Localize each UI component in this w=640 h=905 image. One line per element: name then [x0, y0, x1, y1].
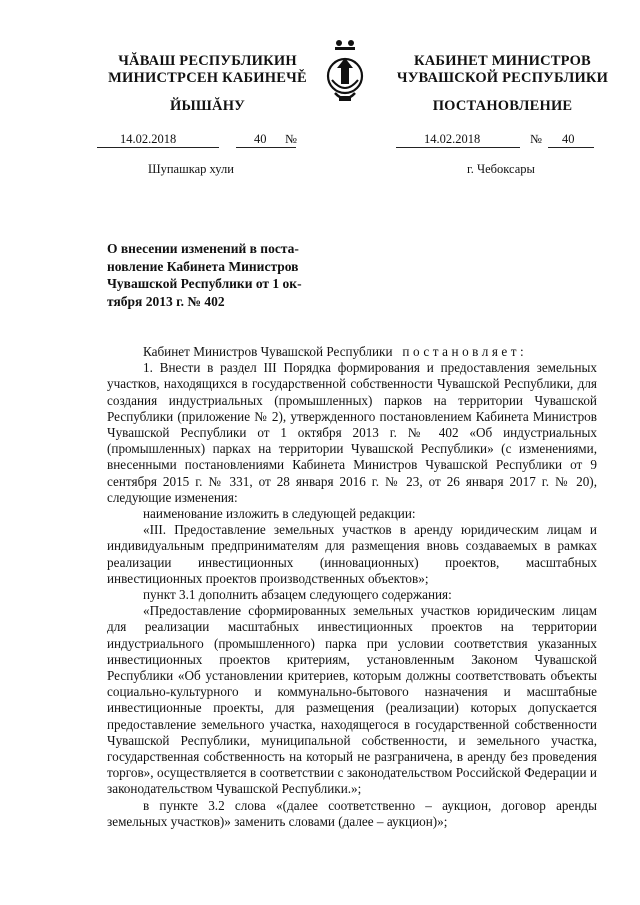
- left-org-name: [95, 53, 320, 87]
- paragraph-3: «III. Предоставление земельных участков в аренду юридическим лицам и индивидуальным предпринимателям для размещения вновь создаваемых в рамках реализации инвестиционных (инновационных) проектов, масштабных инвестиционных проектов производственных объектов»;: [107, 522, 597, 586]
- left-org-line1: ЧĂВАШ РЕСПУБЛИКИН: [118, 53, 297, 69]
- intro-text: Кабинет Министров Чувашской Республики: [143, 344, 393, 359]
- left-city: Шупашкар хули: [148, 162, 234, 176]
- paragraph-2: наименование изложить в следующей редакции:: [143, 506, 416, 522]
- title-line-4: тября 2013 г. № 402: [107, 293, 225, 309]
- left-org-line2: МИНИСТРСЕН КАБИНЕЧĚ: [108, 70, 307, 86]
- right-org-line2: ЧУВАШСКОЙ РЕСПУБЛИКИ: [396, 70, 609, 86]
- right-date: 14.02.2018: [424, 132, 481, 146]
- right-number: 40: [562, 132, 575, 146]
- paragraph-1: 1. Внести в раздел III Порядка формирования и предоставления земельных участков, находящихся в государственной собственности Чувашской Республики, для создания индустриальных (промышленных) парков на территории Чувашской Республики (приложение № 2), утвержденного постановлением Кабинета Министров Чувашской Республики от 1 октября 2013 г. № 402 «Об индустриальных (промышленных) парках на территории Чувашской Республики» (с изменениями, внесенными постановлениями Кабинета Министров Чувашской Республики от 9 сентября 2015 г. № 331, от 28 января 2016 г. № 23, от 26 января 2017 г. № 20), следующие изменения:: [107, 360, 597, 505]
- intro-verb: постановляет:: [402, 344, 528, 359]
- intro-paragraph: [107, 344, 597, 360]
- paragraph-5: «Предоставление сформированных земельных участков юридическим лицам для реализации масштабных инвестиционных проектов на территории индустриального (промышленного) парка при условии соответствия указанных инвестиционных проектов критериям, установленным Законом Чувашской Республики «Об установлении критериев, которым должны соответствовать объекты социально-культурного и коммунально-бытового назначения и масштабные инвестиционные проекты, для размещения (реализации) которых допускается предоставление земельного участка, находящегося в государственной собственности Чувашской Республики, муниципальной собственности, и земельного участка, государственная собственность на который не разграничена, в аренду без проведения торгов», осуществляется в соответствии с законодательством Российской Федерации и законодательством Чувашской Республики.»;: [107, 603, 597, 797]
- document-body: [107, 344, 597, 830]
- left-date: 14.02.2018: [120, 132, 177, 146]
- right-org-line1: КАБИНЕТ МИНИСТРОВ: [414, 53, 591, 69]
- title-line-2: новление Кабинета Министров: [107, 258, 299, 274]
- document-title: [107, 240, 315, 310]
- paragraph-6: в пункте 3.2 слова «(далее соответственно – аукцион, договор аренды земельных участков)» заменить словами (далее – аукцион)»;: [107, 797, 597, 829]
- title-line-3: Чувашской Республики от 1 ок-: [107, 276, 302, 291]
- left-doc-type: ЙЫШĂНУ: [169, 98, 246, 114]
- right-org-name: [385, 53, 620, 87]
- left-number: 40: [254, 132, 267, 146]
- right-number-sign: №: [530, 132, 542, 146]
- paragraph-4: пункт 3.1 дополнить абзацем следующего содержания:: [143, 587, 452, 603]
- emblem-icon: [325, 38, 365, 120]
- right-doc-type: ПОСТАНОВЛЕНИЕ: [432, 98, 573, 114]
- right-city: г. Чебоксары: [467, 162, 535, 176]
- title-line-1: О внесении изменений в поста-: [107, 241, 299, 256]
- left-number-sign: №: [285, 132, 297, 146]
